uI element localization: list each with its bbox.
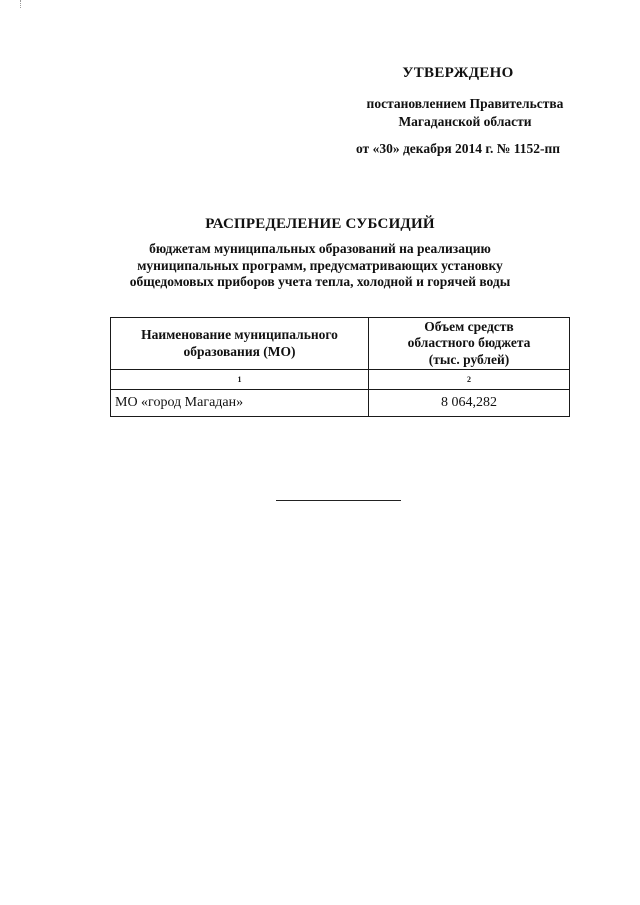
column-number-2: 2 — [369, 370, 570, 390]
document-title: РАСПРЕДЕЛЕНИЕ СУБСИДИЙ — [205, 216, 435, 232]
document-subtitle — [100, 241, 540, 291]
header-municipality-line-2: образования (МО) — [183, 343, 296, 359]
table-header-row — [111, 318, 570, 370]
subsidy-amount-cell: 8 064,282 — [369, 390, 570, 417]
header-budget-line-2: областного бюджета — [407, 335, 531, 351]
header-budget-line-1: Объем средств — [424, 318, 514, 334]
subtitle-line-3: общедомовых приборов учета тепла, холодной и горячей воды — [129, 274, 511, 289]
column-number-1: 1 — [111, 370, 369, 390]
approval-line-2: Магаданской области — [398, 114, 532, 129]
header-budget-amount — [369, 318, 570, 370]
approval-stamp — [330, 60, 600, 157]
approval-heading: УТВЕРЖДЕНО — [402, 65, 514, 81]
subtitle-line-1: бюджетам муниципальных образований на реализацию — [149, 241, 491, 256]
approval-line-1: постановлением Правительства — [366, 96, 564, 111]
subsidies-table — [110, 317, 570, 417]
column-number-row — [111, 370, 570, 390]
header-municipality-line-1: Наименование муниципального — [141, 327, 338, 342]
municipality-name-cell: МО «город Магадан» — [111, 390, 369, 417]
table-row — [111, 390, 570, 417]
end-of-document-rule — [276, 500, 401, 501]
approval-date: от «30» декабря 2014 г. № 1152-пп — [355, 141, 561, 156]
header-municipality — [111, 318, 369, 370]
header-budget-line-3: (тыс. рублей) — [428, 351, 510, 367]
subtitle-line-2: муниципальных программ, предусматривающих установку — [137, 257, 503, 273]
scan-margin-mark — [20, 0, 22, 8]
